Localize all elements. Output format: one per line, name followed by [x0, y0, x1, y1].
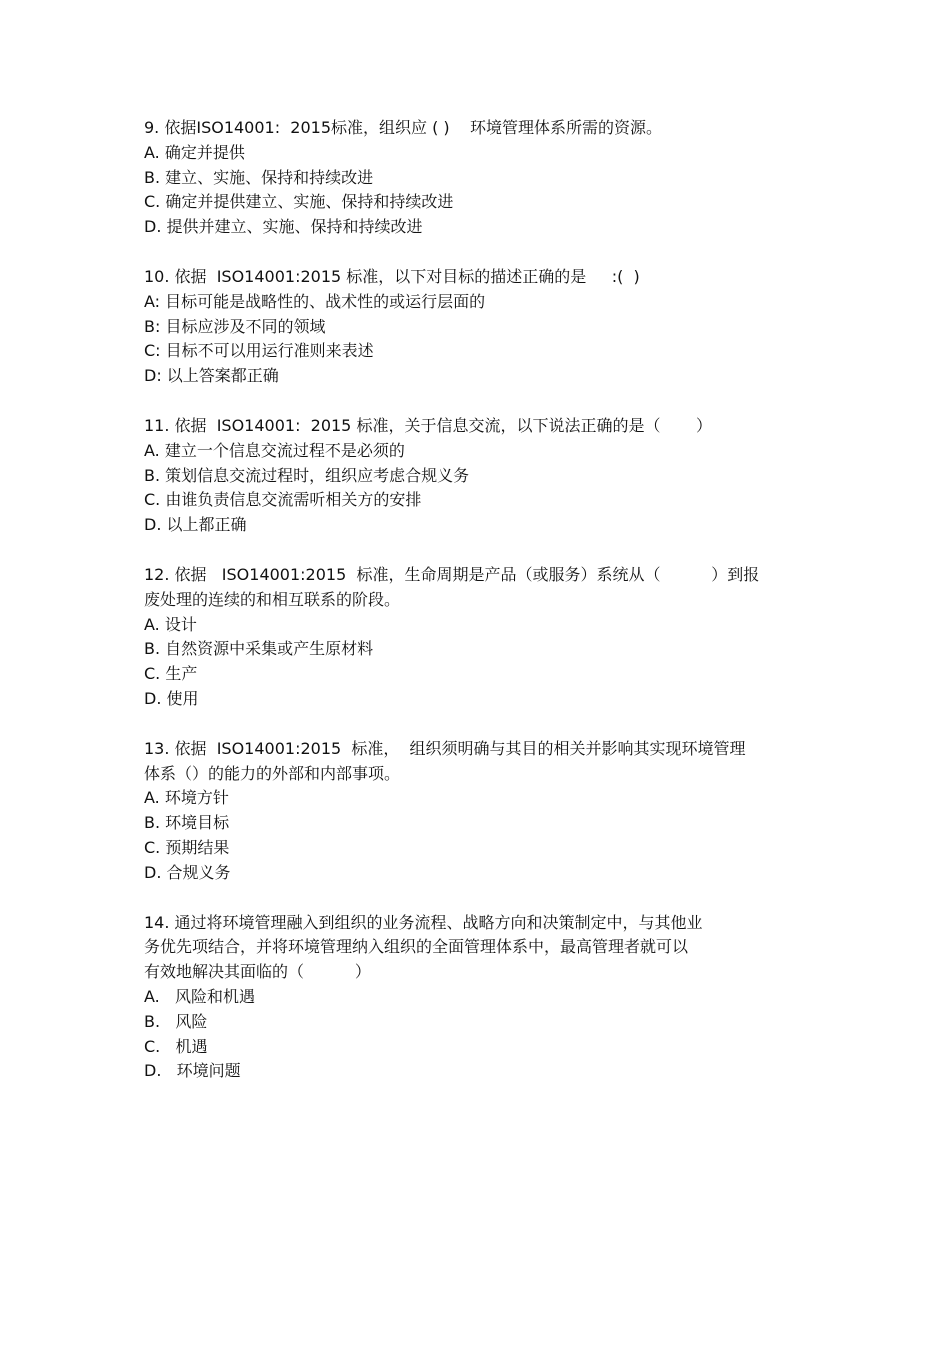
- question-13: [144, 737, 824, 886]
- question-9: [144, 116, 824, 240]
- option-d: D. 环境问题: [144, 1061, 241, 1081]
- option-c: C. 预期结果: [144, 837, 230, 857]
- option-c: C. 确定并提供建立、实施、保持和持续改进: [144, 192, 454, 212]
- option-b: B. 策划信息交流过程时，组织应考虑合规义务: [144, 465, 470, 485]
- question-stem: 11. 依据 ISO14001: 2015 标准，关于信息交流，以下说法正确的是（ ）: [144, 415, 713, 435]
- question-11: [144, 414, 824, 538]
- question-stem-continued: 废处理的连续的和相互联系的阶段。: [144, 589, 401, 609]
- option-b: B. 自然资源中采集或产生原材料: [144, 639, 374, 659]
- question-stem: 14. 通过将环境管理融入到组织的业务流程、战略方向和决策制定中，与其他业: [144, 912, 703, 932]
- option-c: C: 目标不可以用运行准则来表述: [144, 341, 374, 361]
- option-c: C. 由谁负责信息交流需听相关方的安排: [144, 490, 422, 510]
- question-10: [144, 265, 824, 389]
- question-stem: 10. 依据 ISO14001:2015 标准，以下对目标的描述正确的是 :( ): [144, 266, 640, 286]
- option-b: B: 目标应涉及不同的领域: [144, 316, 326, 336]
- option-d: D. 提供并建立、实施、保持和持续改进: [144, 217, 423, 237]
- question-stem-continued: 务优先项结合，并将环境管理纳入组织的全面管理体系中，最高管理者就可以: [144, 937, 689, 957]
- option-a: A. 风险和机遇: [144, 986, 256, 1006]
- question-stem-continued: 有效地解决其面临的（ ）: [144, 962, 371, 982]
- document-page: [144, 116, 824, 1109]
- option-a: A: 目标可能是战略性的、战术性的或运行层面的: [144, 291, 486, 311]
- question-stem-continued: 体系（）的能力的外部和内部事项。: [144, 763, 401, 783]
- option-a: A. 环境方针: [144, 788, 229, 808]
- option-d: D: 以上答案都正确: [144, 366, 279, 386]
- option-a: A. 确定并提供: [144, 142, 245, 162]
- question-stem: 13. 依据 ISO14001:2015 标准， 组织须明确与其目的相关并影响其实现环境管理: [144, 738, 746, 758]
- option-a: A. 建立一个信息交流过程不是必须的: [144, 440, 405, 460]
- question-stem: 9. 依据ISO14001: 2015标准，组织应 ( ) 环境管理体系所需的资源。: [144, 118, 663, 137]
- option-d: D. 合规义务: [144, 862, 231, 882]
- question-14: [144, 911, 824, 1085]
- option-b: B. 环境目标: [144, 813, 230, 833]
- option-c: C. 机遇: [144, 1036, 208, 1056]
- question-12: [144, 563, 824, 712]
- option-b: B. 风险: [144, 1011, 208, 1031]
- question-stem: 12. 依据 ISO14001:2015 标准，生命周期是产品（或服务）系统从（ ）到报: [144, 564, 760, 584]
- option-b: B. 建立、实施、保持和持续改进: [144, 167, 374, 187]
- option-d: D. 以上都正确: [144, 515, 247, 535]
- option-c: C. 生产: [144, 664, 198, 684]
- option-d: D. 使用: [144, 688, 199, 708]
- option-a: A. 设计: [144, 614, 197, 634]
